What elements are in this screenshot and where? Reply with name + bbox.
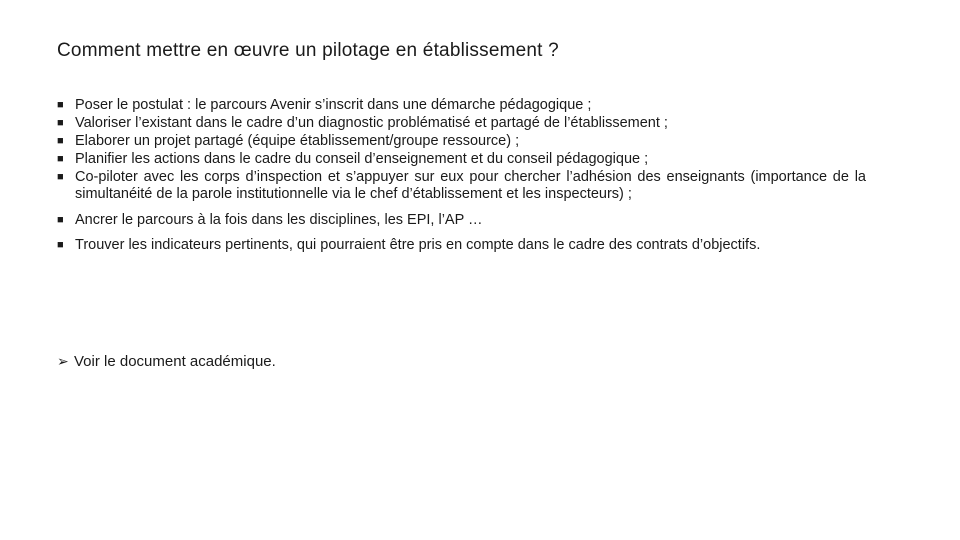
slide-title: Comment mettre en œuvre un pilotage en établissement ? xyxy=(57,40,559,61)
bullet-text: Co-piloter avec les corps d’inspection et s’appuyer sur eux pour chercher l’adhésion des enseignants (importance de la simultanéité de la parole institutionnelle via le chef d’établissement et les inspecteurs) ; xyxy=(75,169,866,202)
bullet-item xyxy=(57,169,866,203)
square-bullet-icon: ■ xyxy=(57,213,64,226)
square-bullet-icon: ■ xyxy=(57,171,64,183)
bullet-item xyxy=(57,97,866,114)
square-bullet-icon: ■ xyxy=(57,239,64,251)
bullet-text: Valoriser l’existant dans le cadre d’un diagnostic problématisé et partagé de l’établissement ; xyxy=(75,115,668,131)
document-note xyxy=(57,352,276,371)
square-bullet-icon: ■ xyxy=(57,153,64,165)
bullet-item xyxy=(57,133,866,150)
bullet-text: Poser le postulat : le parcours Avenir s’inscrit dans une démarche pédagogique ; xyxy=(75,97,592,113)
bullet-text: Planifier les actions dans le cadre du conseil d’enseignement et du conseil pédagogique ; xyxy=(75,151,649,167)
bullet-item xyxy=(57,237,866,254)
bullet-item xyxy=(57,151,866,168)
bullet-text: Ancrer le parcours à la fois dans les disciplines, les EPI, l’AP … xyxy=(75,211,483,228)
bullet-item xyxy=(57,212,866,229)
bullet-item xyxy=(57,115,866,132)
arrow-bullet-icon: ➢ xyxy=(57,353,69,369)
square-bullet-icon: ■ xyxy=(57,117,64,129)
bullet-text: Elaborer un projet partagé (équipe établissement/groupe ressource) ; xyxy=(75,133,520,149)
note-text: Voir le document académique. xyxy=(74,353,276,370)
bullet-list xyxy=(57,97,866,263)
square-bullet-icon: ■ xyxy=(57,135,64,147)
square-bullet-icon: ■ xyxy=(57,99,64,111)
bullet-text: Trouver les indicateurs pertinents, qui pourraient être pris en compte dans le cadre des contrats d’objectifs. xyxy=(75,237,761,253)
